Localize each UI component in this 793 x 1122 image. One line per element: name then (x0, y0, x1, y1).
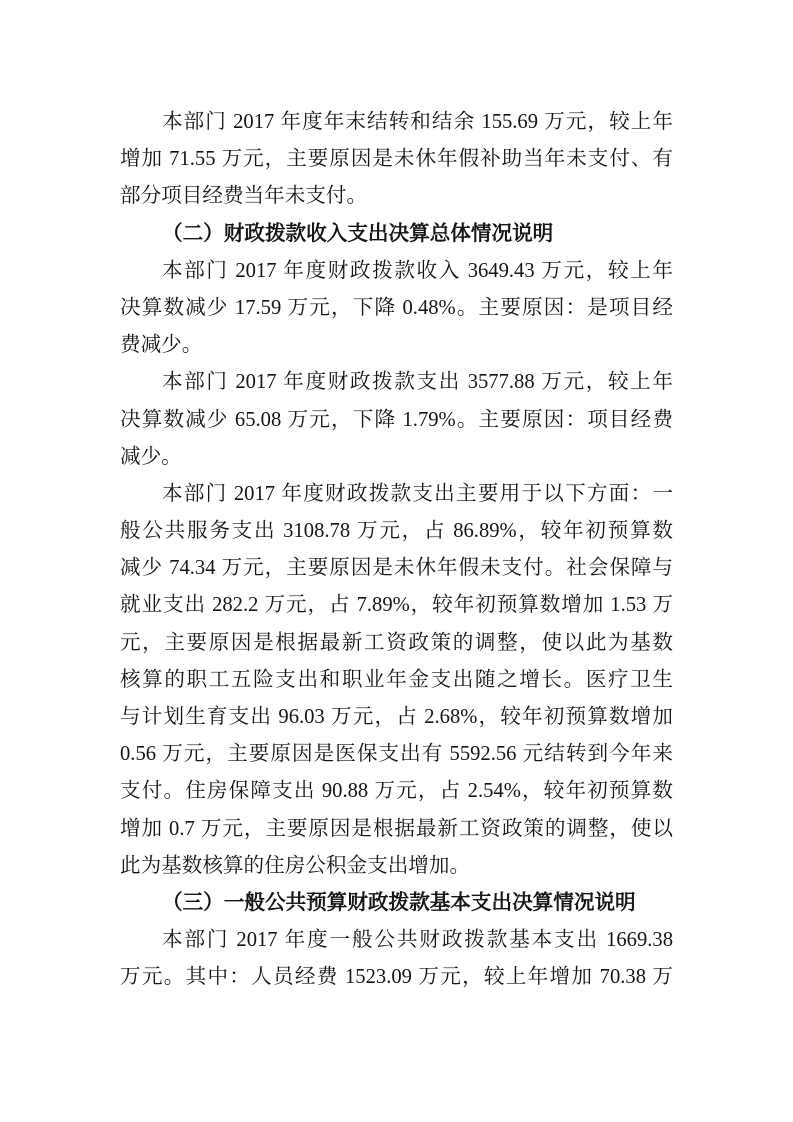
text-line: 0.56 万元，主要原因是医保支出有 5592.56 元结转到今年来 (120, 743, 673, 766)
text-block (120, 104, 673, 997)
paragraph (120, 104, 673, 216)
text-line: 此为基数核算的住房公积金支出增加。 (120, 854, 471, 877)
text-line: 与计划生育支出 96.03 万元，占 2.68%，较年初预算数增加 (120, 706, 673, 728)
text-line: 般公共服务支出 3108.78 万元，占 86.89%，较年初预算数 (120, 520, 673, 543)
section-heading (120, 216, 673, 253)
text-line: 本部门 2017 年度年末结转和结余 155.69 万元，较上年 (162, 111, 673, 133)
text-line: 核算的职工五险支出和职业年金支出随之增长。医疗卫生 (120, 668, 673, 691)
text-line: 本部门 2017 年度财政拨款支出主要用于以下方面：一 (162, 482, 673, 505)
text-line: 决算数减少 65.08 万元，下降 1.79%。主要原因：项目经费 (120, 408, 673, 431)
text-line: 减少。 (120, 445, 182, 468)
text-line: （三）一般公共预算财政拨款基本支出决算情况说明 (162, 891, 636, 914)
text-line: （二）财政拨款收入支出决算总体情况说明 (162, 222, 554, 245)
text-line: 本部门 2017 年度财政拨款支出 3577.88 万元，较上年 (162, 371, 673, 394)
paragraph (120, 253, 673, 365)
text-line: 费减少。 (120, 334, 203, 357)
text-line: 就业支出 282.2 万元，占 7.89%，较年初预算数增加 1.53 万 (120, 594, 673, 617)
section-heading (120, 885, 673, 922)
text-line: 元，主要原因是根据最新工资政策的调整，使以此为基数 (120, 631, 673, 654)
text-line: 决算数减少 17.59 万元，下降 0.48%。主要原因：是项目经 (120, 296, 673, 319)
text-line: 部分项目经费当年未支付。 (120, 185, 368, 208)
paragraph (120, 364, 673, 476)
text-line: 本部门 2017 年度一般公共财政拨款基本支出 1669.38 (162, 929, 673, 952)
text-line: 减少 74.34 万元，主要原因是未休年假未支付。社会保障与 (120, 557, 673, 580)
paragraph (120, 922, 673, 996)
text-line: 万元。其中：人员经费 1523.09 万元，较上年增加 70.38 万 (120, 966, 673, 989)
text-line: 增加 0.7 万元，主要原因是根据最新工资政策的调整，使以 (120, 817, 673, 840)
text-line: 增加 71.55 万元，主要原因是未休年假补助当年未支付、有 (120, 148, 673, 171)
text-line: 本部门 2017 年度财政拨款收入 3649.43 万元，较上年 (162, 259, 673, 282)
text-line: 支付。住房保障支出 90.88 万元，占 2.54%，较年初预算数 (120, 780, 673, 803)
paragraph (120, 476, 673, 885)
